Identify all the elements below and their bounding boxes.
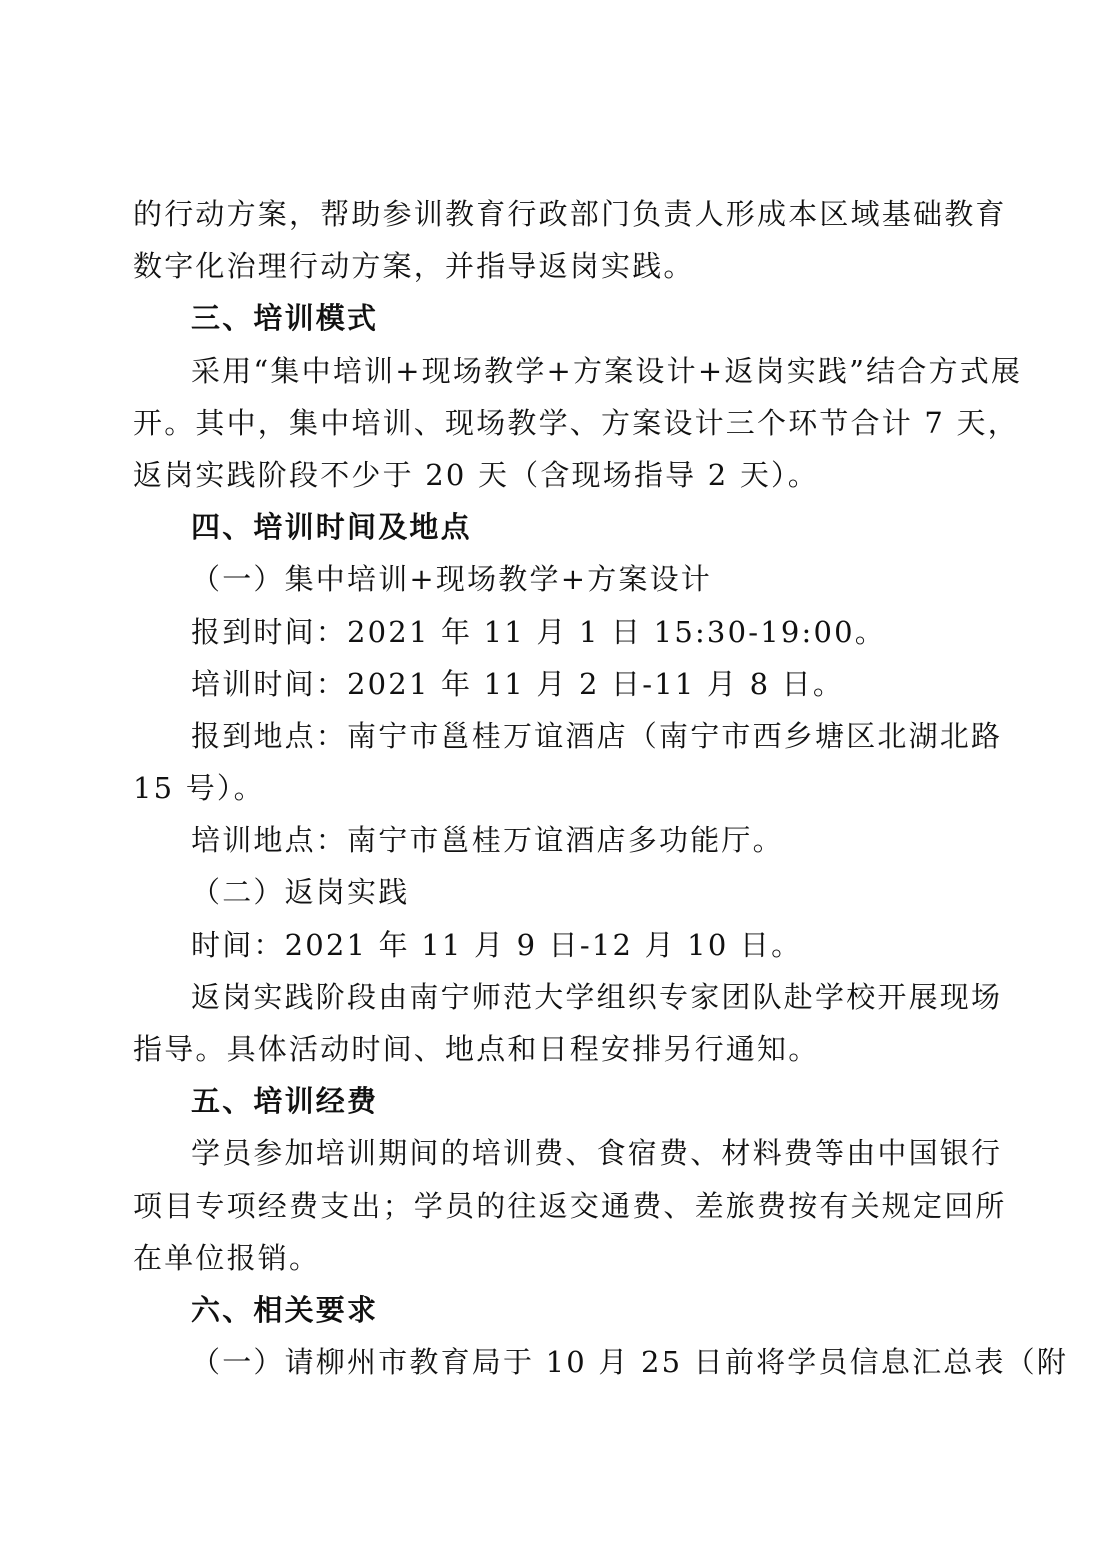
body-text-line: 采用“集中培训+现场教学+方案设计+返岗实践”结合方式展 <box>191 353 1023 388</box>
body-text-line: 开。其中，集中培训、现场教学、方案设计三个环节合计 7 天， <box>133 405 1019 440</box>
body-text-line: 返岗实践阶段不少于 20 天（含现场指导 2 天）。 <box>133 457 819 492</box>
body-text-line: 的行动方案，帮助参训教育行政部门负责人形成本区域基础教育 <box>133 197 1007 231</box>
body-text-line: 在单位报销。 <box>133 1240 321 1275</box>
body-text-line: 15 号）。 <box>133 771 265 806</box>
section-heading-training-funding: 五、培训经费 <box>191 1084 379 1119</box>
body-text-line: 学员参加培训期间的培训费、食宿费、材料费等由中国银行 <box>191 1136 1003 1171</box>
body-text-line: 数字化治理行动方案，并指导返岗实践。 <box>133 249 695 284</box>
section-heading-requirements: 六、相关要求 <box>191 1292 379 1327</box>
registration-time: 报到时间：2021 年 11 月 1 日 15:30-19:00。 <box>191 614 887 649</box>
subsection-heading-return-practice: （二）返岗实践 <box>191 875 410 910</box>
training-location: 培训地点：南宁市邕桂万谊酒店多功能厅。 <box>191 823 784 858</box>
training-time: 培训时间：2021 年 11 月 2 日-11 月 8 日。 <box>191 666 845 701</box>
document-body <box>133 188 1069 1388</box>
practice-time: 时间：2021 年 11 月 9 日-12 月 10 日。 <box>191 927 803 962</box>
section-heading-training-mode: 三、培训模式 <box>191 301 379 336</box>
section-heading-time-location: 四、培训时间及地点 <box>191 510 472 545</box>
registration-location: 报到地点：南宁市邕桂万谊酒店（南宁市西乡塘区北湖北路 <box>191 718 1003 753</box>
subsection-heading-centralized-training: （一）集中培训+现场教学+方案设计 <box>191 562 712 597</box>
body-text-line: （一）请柳州市教育局于 10 月 25 日前将学员信息汇总表（附 <box>191 1345 1069 1380</box>
body-text-line: 返岗实践阶段由南宁师范大学组织专家团队赴学校开展现场 <box>191 979 1003 1014</box>
body-text-line: 指导。具体活动时间、地点和日程安排另行通知。 <box>133 1032 820 1066</box>
body-text-line: 项目专项经费支出；学员的往返交通费、差旅费按有关规定回所 <box>133 1188 1007 1223</box>
